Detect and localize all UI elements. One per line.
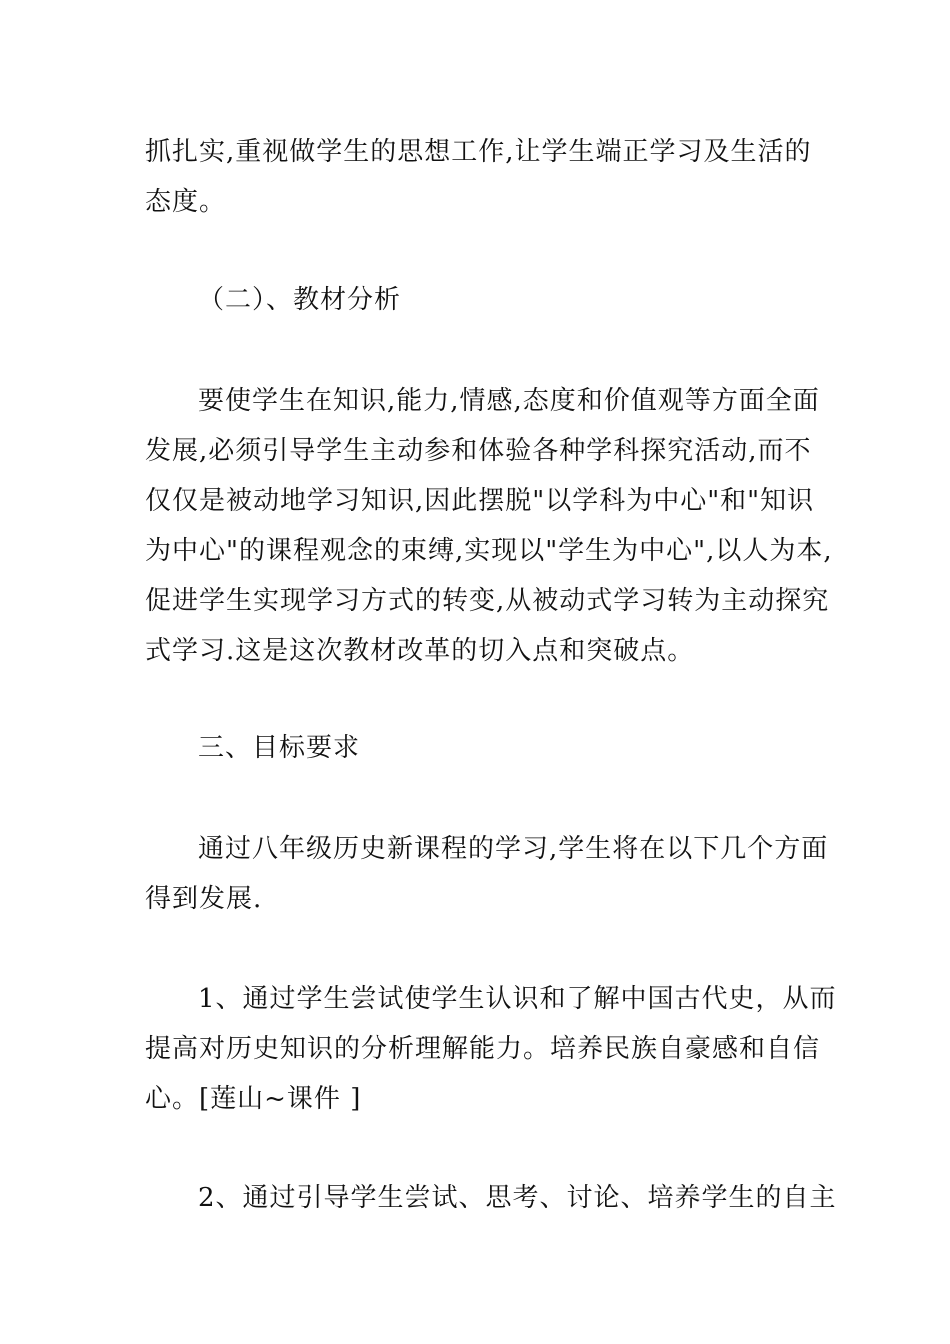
list-item-line: 心。[莲山~课件 ] xyxy=(145,1084,362,1114)
paragraph-line: 促进学生实现学习方式的转变,从被动式学习转为主动探究 xyxy=(145,586,830,616)
paragraph-line: 抓扎实,重视做学生的思想工作,让学生端正学习及生活的 xyxy=(145,137,812,167)
paragraph-line: 仅仅是被动地学习知识,因此摆脱"以学科为中心"和"知识 xyxy=(145,486,815,516)
paragraph-line: 要使学生在知识,能力,情感,态度和价值观等方面全面 xyxy=(198,386,820,416)
paragraph-line: 式学习.这是这次教材改革的切入点和突破点。 xyxy=(145,636,695,666)
paragraph-line: 通过八年级历史新课程的学习,学生将在以下几个方面 xyxy=(198,834,829,864)
paragraph-line: 为中心"的课程观念的束缚,实现以"学生为中心",以人为本, xyxy=(145,536,833,566)
paragraph-line: 态度。 xyxy=(145,187,227,217)
list-item-line: 2、通过引导学生尝试、思考、讨论、培养学生的自主 xyxy=(198,1183,837,1213)
section-heading: 三、目标要求 xyxy=(198,733,361,763)
list-item-line: 1、通过学生尝试使学生认识和了解中国古代史，从而 xyxy=(198,984,837,1014)
list-item-line: 提高对历史知识的分析理解能力。培养民族自豪感和自信 xyxy=(145,1034,821,1064)
paragraph-line: 得到发展. xyxy=(145,884,263,914)
paragraph-line: 发展,必须引导学生主动参和体验各种学科探究活动,而不 xyxy=(145,436,812,466)
section-heading: （二）、教材分析 xyxy=(198,285,402,315)
